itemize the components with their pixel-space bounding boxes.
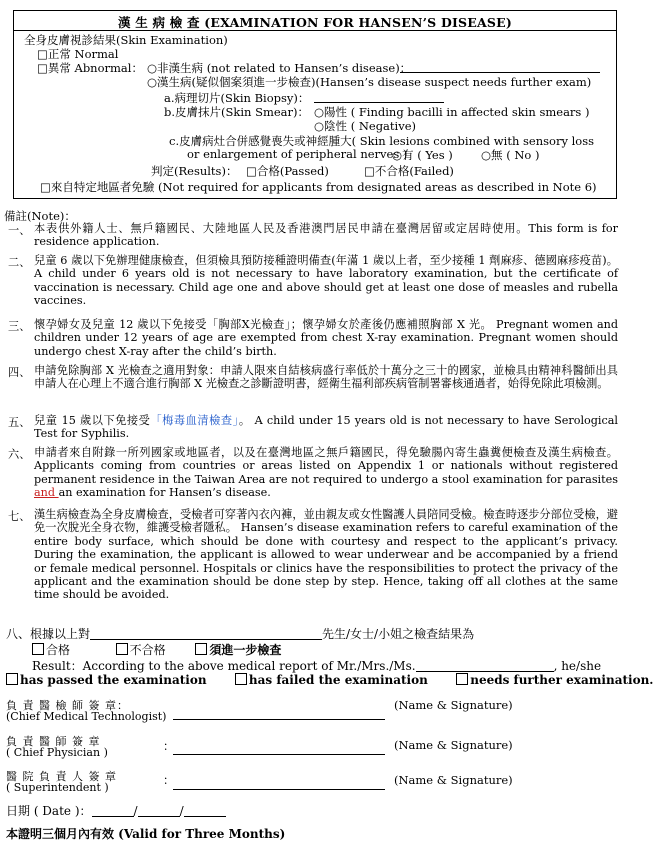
sig2-colon: ： <box>163 739 175 753</box>
sig2-zh: 負 責 醫 師 簽 章 <box>6 735 101 748</box>
note-text: 懷孕婦女及兒童 12 歲以下免接受「胸部X光檢查」；懷孕婦女於產後仍應補照胸部 X 光。 Pregnant women and children under 12 years of age are exempted from chest X-ray examination. Pregnant women should undergo chest X-ray after the child’s birth. <box>34 318 618 358</box>
sig3-zh: 醫 院 負 責 人 簽 章 <box>6 770 117 783</box>
skin-exam-heading: 全身皮膚視診結果(Skin Examination) <box>24 33 228 47</box>
not-required-checkbox[interactable]: □來自特定地區者免驗 (Not required for applicants from designated areas as described in Note 6) <box>40 180 597 194</box>
note-text: 申請者來自附錄一所列國家或地區者，以及在臺灣地區之無戶籍國民，得免驗腸內寄生蟲糞便檢查及漢生病檢查。Applicants coming from countries or areas listed on Appendix 1 or nationals without registered permanent residence in the Taiwan Area are not required to undergo a stool examination for parasites and an examination for Hansen’s disease. <box>34 446 618 500</box>
sig3-name-label: (Name & Signature) <box>394 773 513 787</box>
result-failed-checkbox[interactable]: □不合格(Failed) <box>364 164 454 178</box>
date-month-blank[interactable] <box>138 816 180 817</box>
notes-heading: 備註(Note)： <box>4 209 76 223</box>
smear-positive-option[interactable]: ○陽性 ( Finding bacilli in affected skin smears ) <box>314 105 590 119</box>
note-text: 漢生病檢查為全身皮膚檢查，受檢者可穿著內衣內褲，並由親友或女性醫護人員陪同受檢。檢查時逐步分部位受檢，避免一次脫光全身衣物，維護受檢者隱私。 Hansen’s disease examination refers to careful examination of the entire body surface, which should be done with courtesy and respect to the applicant’s privacy. During the examination, the applicant is allowed to wear underwear and be accompanied by a friend or female medical personnel. Hospitals or clinics have the responsibilities to protect the privacy of the applicant and the examination should be done step by step. Hence, taking off all clothes at the same time should be avoided. <box>34 508 618 602</box>
result-passed-checkbox[interactable]: □合格(Passed) <box>246 164 329 178</box>
section8-line <box>6 625 474 642</box>
validity-note: 本證明三個月內有效 (Valid for Three Months) <box>6 827 286 841</box>
sig2-en: ( Chief Physician ) <box>6 746 108 759</box>
note-number: 二、 <box>8 256 31 269</box>
normal-checkbox[interactable]: □正常 Normal <box>37 47 119 61</box>
note-number: 六、 <box>8 448 31 461</box>
en-passed-checkbox[interactable] <box>6 673 18 685</box>
en-further-checkbox[interactable] <box>456 673 468 685</box>
s8-further-label: 須進一步檢查 <box>209 643 282 657</box>
section8-prefix: 八、根據以上對 <box>6 627 91 641</box>
biopsy-blank <box>314 102 444 103</box>
result-en-options <box>6 673 653 687</box>
date-year-blank[interactable] <box>92 816 134 817</box>
lesion-yes-option[interactable]: ○有 ( Yes ) <box>392 148 453 162</box>
lesion-no-option[interactable]: ○無 ( No ) <box>481 148 540 162</box>
en-failed-checkbox[interactable] <box>235 673 247 685</box>
skin-biopsy-label: a.病理切片(Skin Biopsy)： <box>164 91 310 105</box>
applicant-name-blank[interactable] <box>90 639 322 640</box>
sig2-name-label: (Name & Signature) <box>394 738 513 752</box>
note-text: 申請免除胸部 X 光檢查之適用對象：申請人限來自結核病盛行率低於十萬分之三十的國家，並檢具由精神科醫師出具申請人在心理上不適合進行胸部 X 光檢查之診斷證明書，經衛生福利部疾病管制署審核通過者，始得免除此項檢測。 <box>34 364 618 391</box>
note-number: 七、 <box>8 510 31 523</box>
sig1-en: (Chief Medical Technologist) <box>6 710 167 723</box>
s8-fail-label: 不合格 <box>129 643 166 657</box>
hansen-exam-section <box>13 10 617 199</box>
sig1-zh: 負 責 醫 檢 師 簽 章： <box>6 699 129 712</box>
result-en-prefix: Result：According to the above medical report of Mr./Mrs./Ms. <box>32 659 416 673</box>
note-text: 本表供外籍人士、無戶籍國民、大陸地區人民及香港澳門居民申請在臺灣居留或定居時使用。This form is for residence application. <box>34 222 618 249</box>
title-row <box>14 11 616 31</box>
sig3-en: ( Superintendent ) <box>6 781 109 794</box>
sig3-line[interactable] <box>173 789 385 790</box>
note-number: 三、 <box>8 320 31 333</box>
section8-options <box>32 641 281 658</box>
section8-suffix: 先生/女士/小姐之檢查結果為 <box>322 627 475 641</box>
result-en-suffix: , he/she <box>553 659 602 673</box>
result-en-line <box>32 657 601 674</box>
not-related-blank <box>400 72 600 73</box>
result-en-name-blank[interactable] <box>416 671 554 672</box>
sig1-line[interactable] <box>173 719 385 720</box>
form-title: 漢 生 病 檢 查 (EXAMINATION FOR HANSEN’S DISEASE) <box>118 15 512 30</box>
lesion-question-line1: c.皮膚病灶合併感覺喪失或神經腫大( Skin lesions combined with sensory loss <box>169 134 595 148</box>
sig1-name-label: (Name & Signature) <box>394 698 513 712</box>
skin-smear-label: b.皮膚抹片(Skin Smear)： <box>164 105 310 119</box>
note-number: 一、 <box>8 224 31 237</box>
s8-pass-checkbox[interactable] <box>32 643 44 655</box>
sig3-colon: ： <box>163 773 175 787</box>
en-failed-label: has failed the examination <box>248 673 428 687</box>
abnormal-checkbox[interactable]: □異常 Abnormal： <box>37 61 143 75</box>
date-line: 日期 ( Date )： / / <box>6 802 226 819</box>
note-number: 五、 <box>8 416 31 429</box>
note-text: 兒童 15 歲以下免接受「梅毒血清檢查」。 A child under 15 years old is not necessary to have Serological Test for Syphilis. <box>34 414 619 441</box>
smear-negative-option[interactable]: ○陰性 ( Negative) <box>314 119 417 133</box>
date-day-blank[interactable] <box>184 816 226 817</box>
syphilis-test-highlight: 「梅毒血清檢查」 <box>150 414 239 427</box>
s8-pass-label: 合格 <box>46 643 71 657</box>
results-label: 判定(Results)： <box>151 164 238 178</box>
en-further-label: needs further examination. <box>470 673 653 687</box>
sig2-line[interactable] <box>173 754 385 755</box>
note-number: 四、 <box>8 366 31 379</box>
note-text: 兒童 6 歲以下免辦理健康檢查，但須檢具預防接種證明備查(年滿 1 歲以上者，至少接種 1 劑麻疹、德國麻疹疫苗)。 A child under 6 years old is not necessary to have laboratory examination, but the certificate of vaccination is necessary. Child age one and above should get at least one dose of measles and rubella vaccines. <box>34 254 618 308</box>
date-label: 日期 ( Date )： <box>6 804 92 818</box>
and-highlight: and <box>34 486 59 500</box>
not-related-option[interactable]: ○非漢生病 (not related to Hansen’s disease)： <box>147 61 412 75</box>
en-passed-label: has passed the examination <box>20 673 207 687</box>
s8-further-checkbox[interactable] <box>195 643 207 655</box>
suspect-option[interactable]: ○漢生病(疑似個案須進一步檢查)(Hansen’s disease suspect needs further exam) <box>147 75 592 89</box>
s8-fail-checkbox[interactable] <box>116 643 128 655</box>
lesion-question-line2: or enlargement of peripheral nerves ) <box>187 147 408 161</box>
